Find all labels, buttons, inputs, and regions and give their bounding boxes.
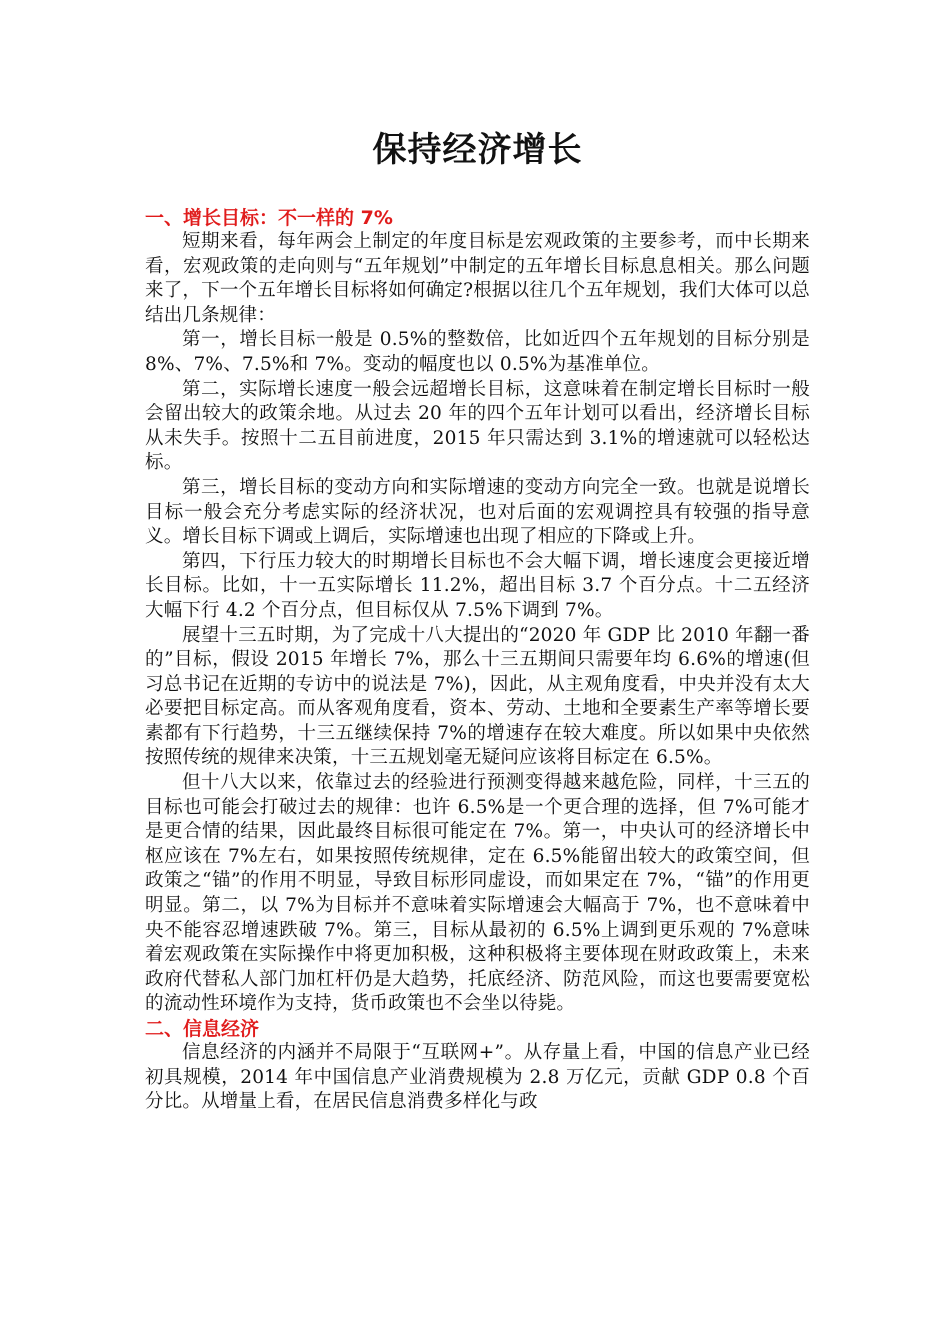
section-growth-target: [145, 206, 810, 1017]
paragraph: 第一，增长目标一般是 0.5%的整数倍，比如近四个五年规划的目标分别是 8%、7%、7.5%和 7%。变动的幅度也以 0.5%为基准单位。: [145, 329, 810, 375]
document-title: 保持经济增长: [372, 130, 583, 170]
paragraph: 信息经济的内涵并不局限于“互联网+”。从存量上看，中国的信息产业已经初具规模，2014 年中国信息产业消费规模为 2.8 万亿元，贡献 GDP 0.8 个百分比。从增量上看，在居民信息消费多样化与政: [145, 1042, 810, 1113]
paragraph: 第三，增长目标的变动方向和实际增速的变动方向完全一致。也就是说增长目标一般会充分考虑实际的经济状况，也对后面的宏观调控具有较强的指导意义。增长目标下调或上调后，实际增速也出现了相应的下降或上升。: [145, 476, 810, 548]
paragraph: 第四，下行压力较大的时期增长目标也不会大幅下调，增长速度会更接近增长目标。比如，十一五实际增长 11.2%，超出目标 3.7 个百分点。十二五经济大幅下行 4.2 个百分点，但目标仅从 7.5%下调到 7%。: [145, 550, 810, 621]
paragraph: 但十八大以来，依靠过去的经验进行预测变得越来越危险，同样，十三五的目标也可能会打破过去的规律：也许 6.5%是一个更合理的选择，但 7%可能才是更合情的结果，因此最终目标很可能定在 7%。第一，中央认可的经济增长中枢应该在 7%左右，如果按照传统规律，定在 6.5%能留出较大的政策空间，但政策之“锚”的作用不明显，导致目标形同虚设，而如果定在 7%，“锚”的作用更明显。第二，以 7%为目标并不意味着实际增速会大幅高于 7%，也不意味着中央不能容忍增速跌破 7%。第三，目标从最初的 6.5%上调到更乐观的 7%意味着宏观政策在实际操作中将更加积极，这种积极将主要体现在财政政策上，未来政府代替私人部门加杠杆仍是大趋势，托底经济、防范风险，而这也要需要宽松的流动性环境作为支持，货币政策也不会坐以待毙。: [145, 772, 810, 1015]
section-heading: 二、信息经济: [145, 1018, 260, 1040]
paragraph: 展望十三五时期，为了完成十八大提出的“2020 年 GDP 比 2010 年翻一番的”目标，假设 2015 年增长 7%，那么十三五期间只需要年均 6.6%的增速(但习总书记在近期的专访中的说法是 7%)，因此，从主观角度看，中央并没有太大必要把目标定高。而从客观角度看，资本、劳动、土地和全要素生产率等增长要素都有下行趋势，十三五继续保持 7%的增速存在较大难度。所以如果中央依然按照传统的规律来决策，十三五规划毫无疑问应该将目标定在 6.5%。: [145, 624, 810, 769]
section-heading: 一、增长目标：不一样的 7%: [145, 207, 393, 229]
paragraph: 第二，实际增长速度一般会远超增长目标，这意味着在制定增长目标时一般会留出较大的政策余地。从过去 20 年的四个五年计划可以看出，经济增长目标从未失手。按照十二五目前进度，2015 年只需达到 3.1%的增速就可以轻松达标。: [145, 378, 810, 474]
paragraph: 短期来看，每年两会上制定的年度目标是宏观政策的主要参考，而中长期来看，宏观政策的走向则与“五年规划”中制定的五年增长目标息息相关。那么问题来了，下一个五年增长目标将如何确定?根据以往几个五年规划，我们大体可以总结出几条规律：: [145, 231, 810, 326]
section-information-economy: [145, 1017, 810, 1115]
document-page: [145, 120, 810, 1115]
